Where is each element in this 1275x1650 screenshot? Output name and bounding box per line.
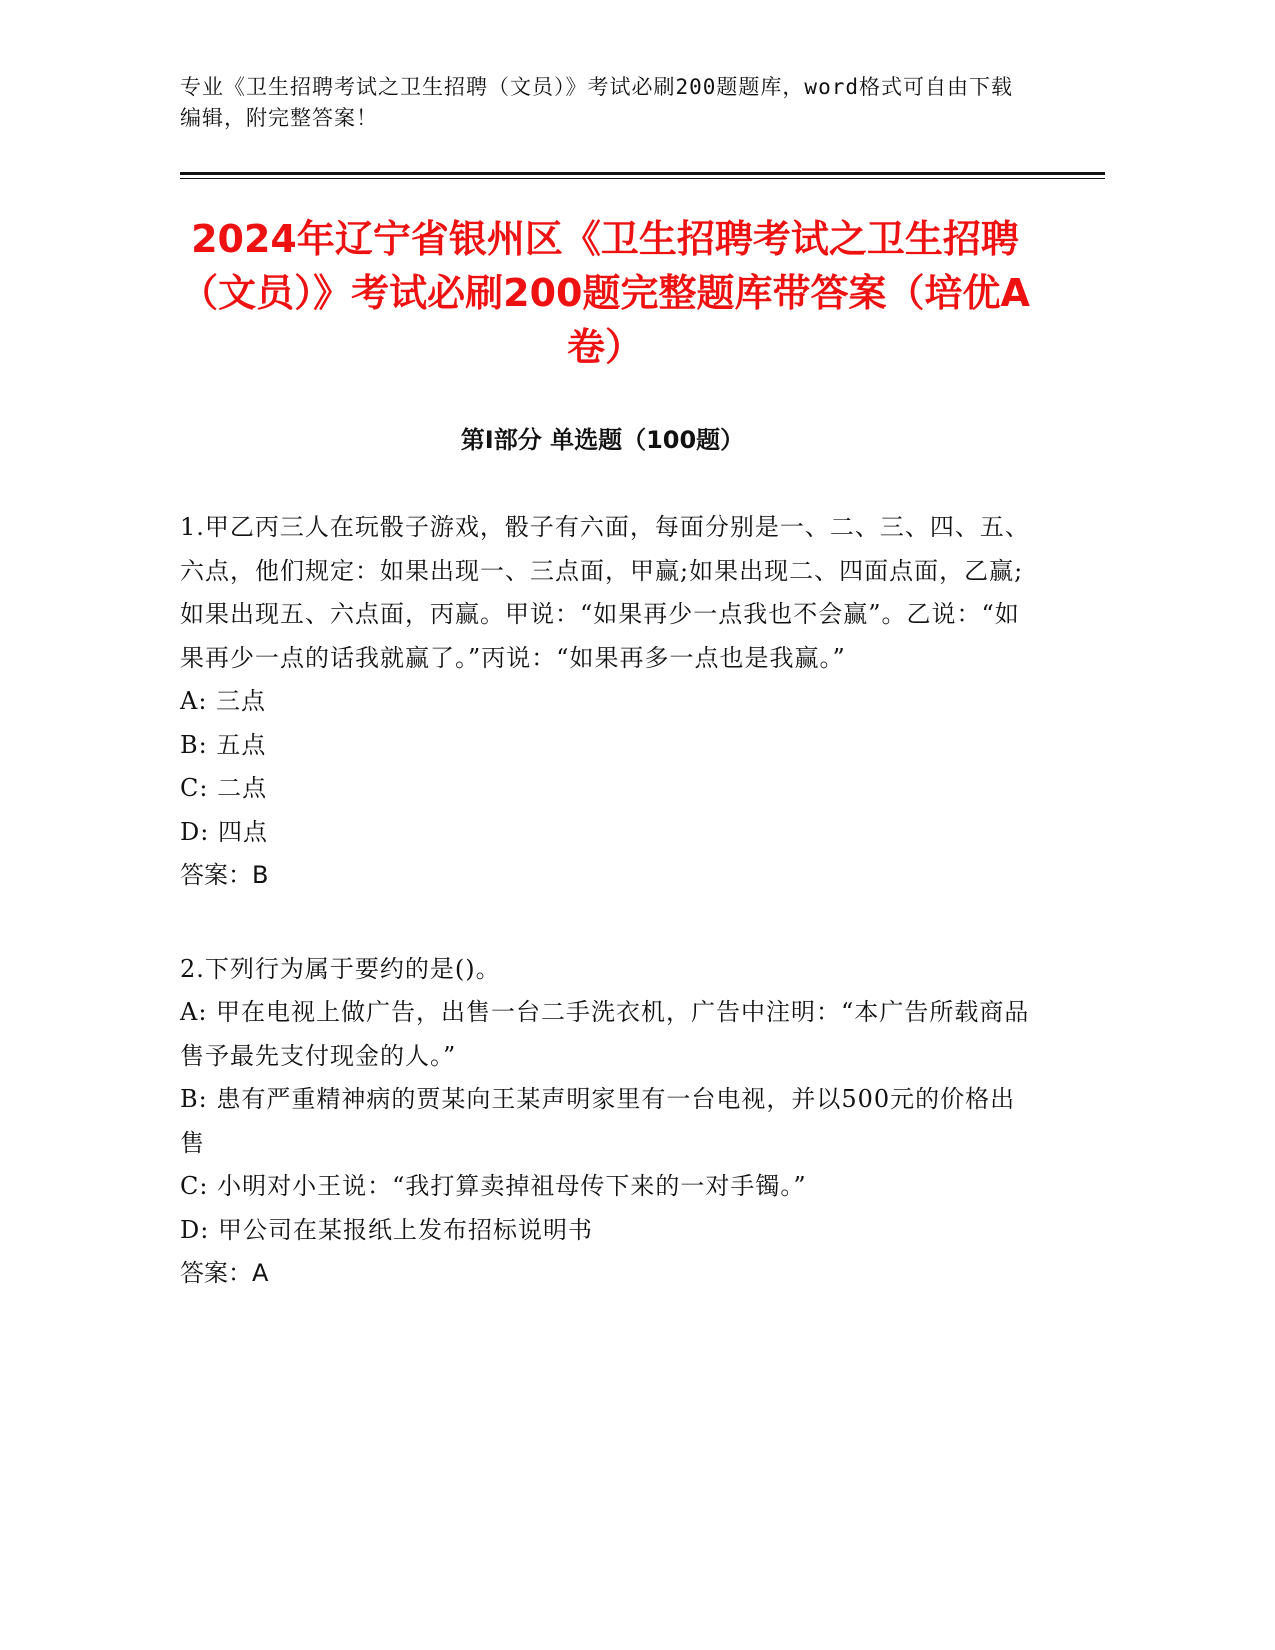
header-rule-thick [180,172,1105,175]
question-stem: 2.下列行为属于要约的是()。 [180,954,501,983]
question-list [180,506,1030,1346]
question-1 [180,506,1030,898]
option-d: D: 甲公司在某报纸上发布招标说明书 [180,1215,593,1244]
option-c: C: 二点 [180,774,268,802]
option-a: A: 三点 [180,687,267,715]
option-d: D: 四点 [180,817,268,846]
section-heading: 第I部分 单选题（100题） [460,426,745,454]
option-a: A: 甲在电视上做广告，出售一台二手洗衣机，广告中注明：“本广告所载商品售予最先支付现金的人。” [180,998,1030,1070]
option-c: C: 小明对小王说：“我打算卖掉祖母传下来的一对手镯。” [180,1172,807,1200]
header-note: 专业《卫生招聘考试之卫生招聘（文员）》考试必刷200题题库，word格式可自由下载编辑，附完整答案！ [180,75,1013,130]
option-b: B: 患有严重精神病的贾某向王某声明家里有一台电视，并以500元的价格出售 [180,1085,1016,1157]
header-rule-thin [180,178,1105,179]
option-b: B: 五点 [180,730,267,759]
answer: 答案：A [180,1259,269,1287]
answer: 答案：B [180,861,269,889]
question-stem: 1.甲乙丙三人在玩骰子游戏，骰子有六面，每面分别是一、二、三、四、五、六点，他们规定：如果出现一、三点面，甲赢;如果出现二、四面点面，乙赢;如果出现五、六点面，丙赢。甲说：“如果再少一点我也不会赢”。乙说：“如果再少一点的话我就赢了。”丙说：“如果再多一点也是我赢。” [180,513,1030,672]
document-title: 2024年辽宁省银州区《卫生招聘考试之卫生招聘（文员）》考试必刷200题完整题库带答案（培优A卷） [180,217,1030,369]
question-2 [180,948,1030,1296]
